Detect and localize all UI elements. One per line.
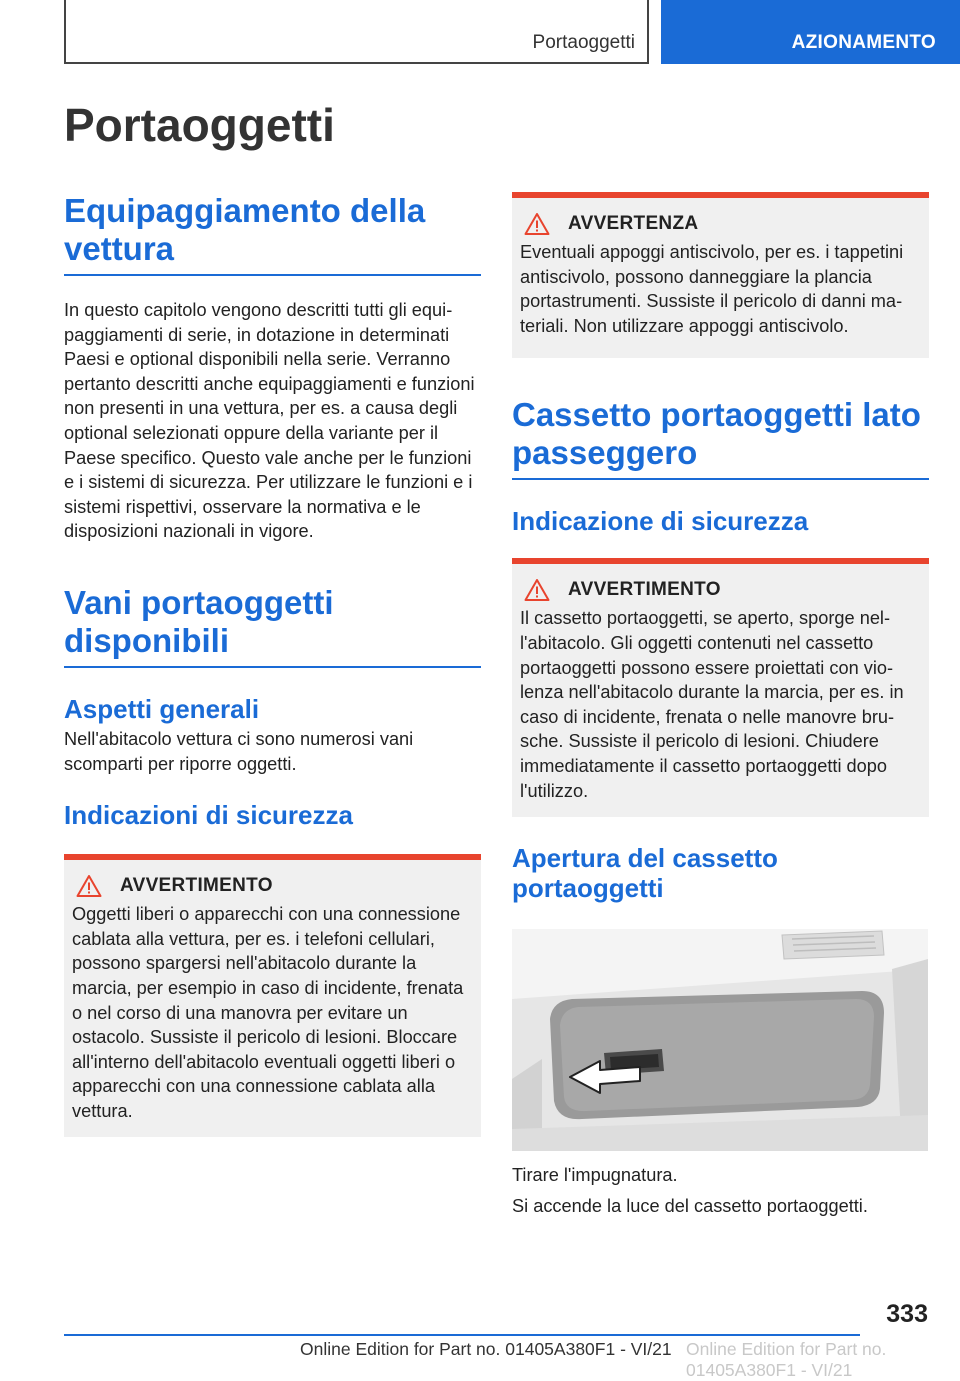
warning-title: AVVERTIMENTO xyxy=(120,875,273,897)
glovebox-photo xyxy=(512,929,928,1151)
step-light-on: Si accende la luce del cassetto portaoggetti. xyxy=(512,1195,868,1216)
header-section-title: Portaoggetti xyxy=(532,32,635,53)
warning-header xyxy=(520,578,921,602)
warning-triangle-icon xyxy=(76,874,102,898)
warning-box-loose-objects xyxy=(64,854,481,1137)
warning-body: Eventuali appoggi antiscivolo, per es. i tappetini antiscivolo, possono danneggiare la plancia portastrumenti. Sussiste il pericolo di danni materiali. Non utilizzare appoggi antiscivolo. xyxy=(520,242,904,336)
warning-body: Il cassetto portaoggetti, se aperto, sporge nell'abitacolo. Gli oggetti contenuti nel cassetto portaoggetti possono essere proiettati con violenza nell'abitacolo durante la marcia, per es. in caso di incidente, frenata o nelle manovre brusche. Sussiste il pericolo di lesioni. Chiudere immediatamente il cassetto portaoggetti dopo l'utilizzo. xyxy=(520,608,904,801)
warning-title: AVVERTIMENTO xyxy=(568,579,721,601)
footer-watermark: Online Edition for Part no. 01405A380F1 - VI/21 xyxy=(686,1339,887,1380)
glovebox-illustration xyxy=(512,929,928,1151)
footer-rule xyxy=(64,1334,860,1336)
right-column xyxy=(512,192,929,1218)
footer-edition: Online Edition for Part no. 01405A380F1 - VI/21 xyxy=(300,1339,672,1359)
section-title-glovebox: Cassetto portaoggetti lato passeggero xyxy=(512,396,929,480)
header-section-box xyxy=(64,0,649,64)
subsection-title-general: Aspetti generali xyxy=(64,693,260,724)
step-pull-handle: Tirare l'impugnatura. xyxy=(512,1165,678,1186)
warning-body: Oggetti liberi o apparecchi con una connessione cablata alla vettura, per es. i telefoni cellulari, possono spargersi nell'abitacolo durante la marcia, per esempio in caso di incidente, frenata o nel corso di una manovra per evitare un ostacolo. Sussiste il pericolo di lesioni. Bloccare all'interno dell'abitacolo eventuali oggetti liberi o apparecchi con una connessione cablata alla vettura. xyxy=(72,904,464,1121)
section-title-storage: Vani portaoggetti disponibili xyxy=(64,584,481,668)
header-chapter-title: AZIONAMENTO xyxy=(791,32,936,53)
subsection-title-safety: Indicazioni di sicurezza xyxy=(64,800,353,831)
warning-box-antislip xyxy=(512,192,929,358)
subsection-title-opening: Apertura del cassetto portaoggetti xyxy=(512,843,778,904)
page-title: Portaoggetti xyxy=(64,99,335,151)
left-column xyxy=(64,192,481,1137)
header-chapter-tab xyxy=(661,0,960,64)
section-body-equipment: In questo capitolo vengono descritti tutti gli equipaggiamenti di serie, in dotazione in determinati Paesi e optional disponibili nella serie. Verranno pertanto descritti anche equipaggiamenti e funzioni non presenti in una vettura, per es. a causa degli optional selezionati oppure della variante per il Paese specifico. Questo vale anche per le funzioni e i sistemi di sicurezza. Per utilizzare le funzioni e i sistemi rispettivi, osservare la normativa e le disposizioni nazionali in vigore. xyxy=(64,300,475,542)
warning-triangle-icon xyxy=(524,578,550,602)
subsection-title-safety-note: Indicazione di sicurezza xyxy=(512,506,809,537)
section-title-equipment: Equipaggiamento della vettura xyxy=(64,192,481,276)
subsection-body-general: Nell'abitacolo vettura ci sono numerosi vani scomparti per riporre oggetti. xyxy=(64,728,414,774)
warning-title: AVVERTENZA xyxy=(568,213,699,234)
warning-header xyxy=(72,874,473,898)
warning-box-glovebox-open xyxy=(512,558,929,817)
warning-triangle-icon xyxy=(524,212,550,236)
page-number: 333 xyxy=(886,1300,928,1328)
warning-header xyxy=(520,212,921,236)
